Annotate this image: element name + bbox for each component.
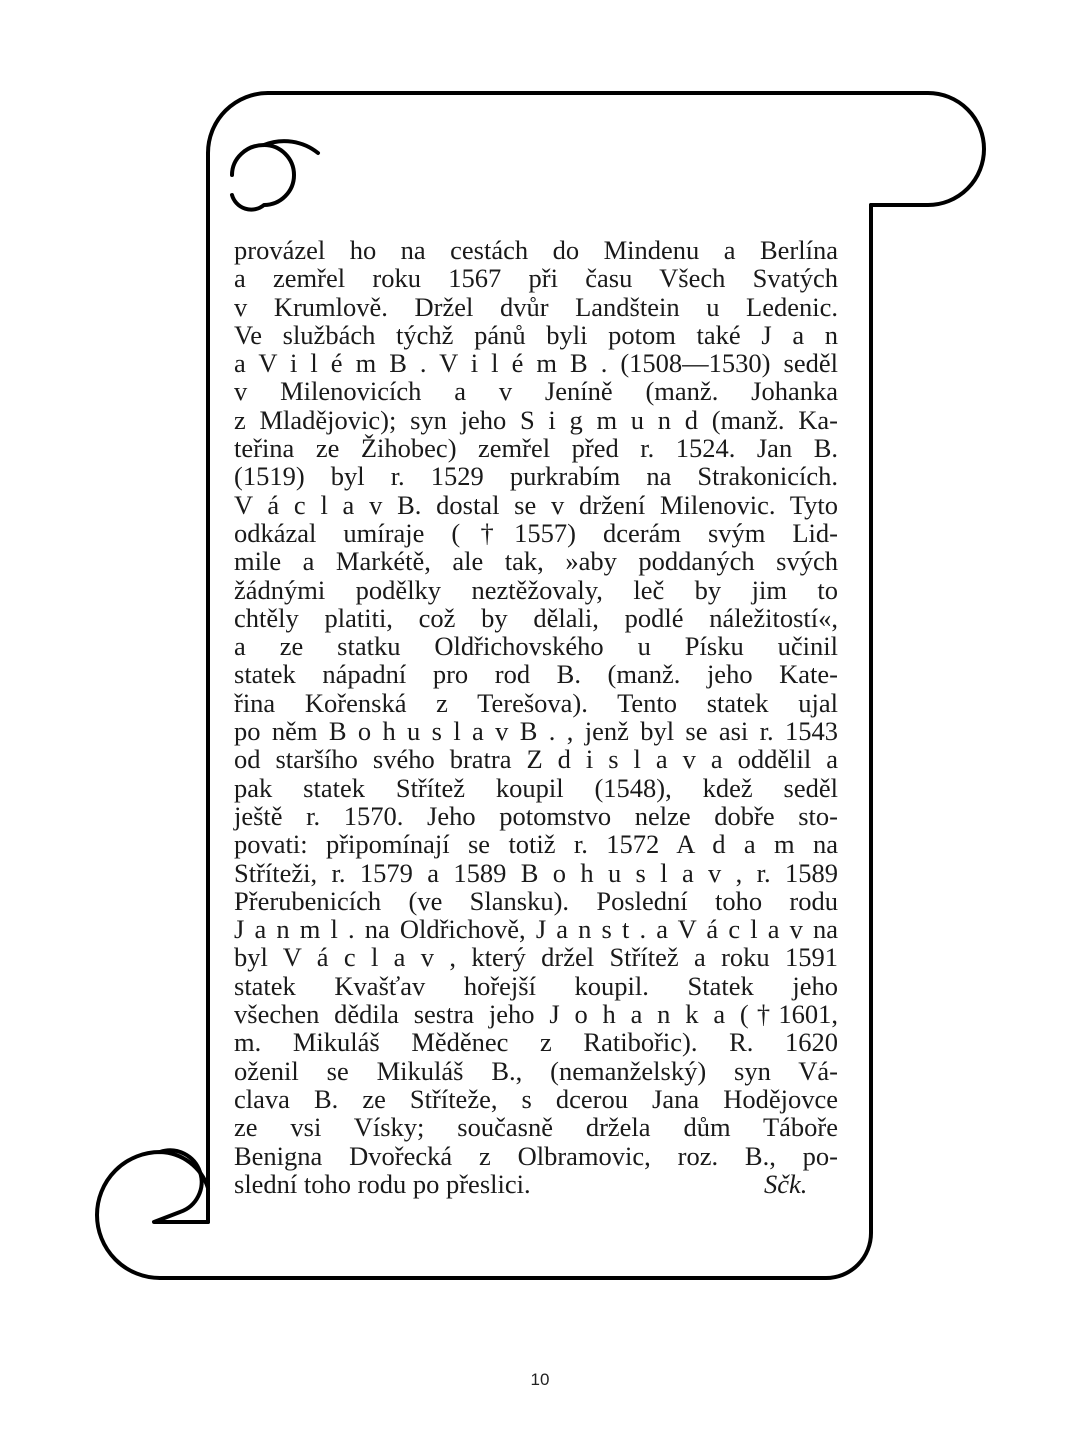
text-line: a V i l é m B . V i l é m B . (1508—1530) seděl xyxy=(234,348,838,379)
document-text xyxy=(234,236,838,1198)
scroll-top-curl xyxy=(208,93,294,225)
page-number: 10 xyxy=(530,1370,550,1389)
text-line: v Krumlově. Držel dvůr Landštein u Ledenic. xyxy=(234,291,838,322)
text-line: po něm B o h u s l a v B . , jenž byl se asi r. 1543 xyxy=(234,716,838,747)
text-line: Stříteži, r. 1579 a 1589 B o h u s l a v , r. 1589 xyxy=(234,857,838,888)
author-signature: Sčk. xyxy=(764,1168,808,1199)
text-line: oženil se Mikuláš B., (nemanželský) syn Vá- xyxy=(234,1055,838,1086)
text-line: provázel ho na cestách do Mindenu a Berlína xyxy=(234,235,838,265)
text-line: žádnými podělky neztěžovaly, leč by jim to xyxy=(234,574,838,605)
text-line: J a n m l . na Oldřichově, J a n s t . a V á c l a v na xyxy=(234,914,838,945)
text-line: (1519) byl r. 1529 purkrabím na Strakonicích. xyxy=(234,461,838,492)
text-line: statek nápadní pro rod B. (manž. jeho Kate- xyxy=(234,659,838,690)
text-line: v Milenovicích a v Jeníně (manž. Johanka xyxy=(234,376,838,407)
text-line: Přerubenicích (ve Slansku). Poslední toho rodu xyxy=(234,885,838,916)
text-line: odkázal umíraje (†1557) dcerám svým Lid- xyxy=(234,517,838,548)
text-line: všechen dědila sestra jeho J o h a n k a (†1601, xyxy=(234,999,838,1030)
text-line: ještě r. 1570. Jeho potomstvo nelze dobře sto- xyxy=(234,800,838,831)
text-line: povati: připomínají se totiž r. 1572 A d a m na xyxy=(234,829,838,860)
text-line: z Mladějovic); syn jeho S i g m u n d (manž. Ka- xyxy=(234,404,838,435)
text-line: a zemřel roku 1567 při času Všech Svatých xyxy=(234,263,838,294)
text-line: mile a Markétě, ale tak, »aby poddaných svých xyxy=(234,546,838,577)
text-line: ze vsi Vísky; současně držela dům Táboře xyxy=(234,1112,838,1143)
scroll-bottom-curl xyxy=(97,1152,208,1278)
text-line: byl V á c l a v , který držel Střítež a roku 1591 xyxy=(234,942,838,973)
text-line: V á c l a v B. dostal se v držení Milenovic. Tyto xyxy=(234,489,838,520)
text-line: od staršího svého bratra Z d i s l a v a oddělil a xyxy=(234,744,838,775)
text-line: Benigna Dvořecká z Olbramovic, roz. B., po- xyxy=(234,1140,838,1171)
text-line: statek Kvašťav hořejší koupil. Statek jeho xyxy=(234,970,838,1001)
text-line: clava B. ze Stříteže, s dcerou Jana Hodějovce xyxy=(234,1083,838,1114)
text-line: teřina ze Žihobec) zemřel před r. 1524. Jan B. xyxy=(234,433,838,464)
text-line: řina Kořenská z Terešova). Tento statek ujal xyxy=(234,687,838,718)
text-line: chtěly platiti, což by dělali, podlé náležitostí«, xyxy=(234,602,838,633)
text-line: a ze statku Oldřichovského u Písku učinil xyxy=(234,631,838,662)
scroll-top-roll xyxy=(268,93,984,205)
text-line: pak statek Střítež koupil (1548), kdež seděl xyxy=(234,772,838,803)
text-line: m. Mikuláš Měděnec z Ratibořic). R. 1620 xyxy=(234,1027,838,1058)
text-line-last xyxy=(234,1170,838,1198)
last-line-text: slední toho rodu po přeslici. xyxy=(234,1168,531,1199)
text-line: Ve službách týchž pánů byli potom také J a n xyxy=(234,319,838,350)
